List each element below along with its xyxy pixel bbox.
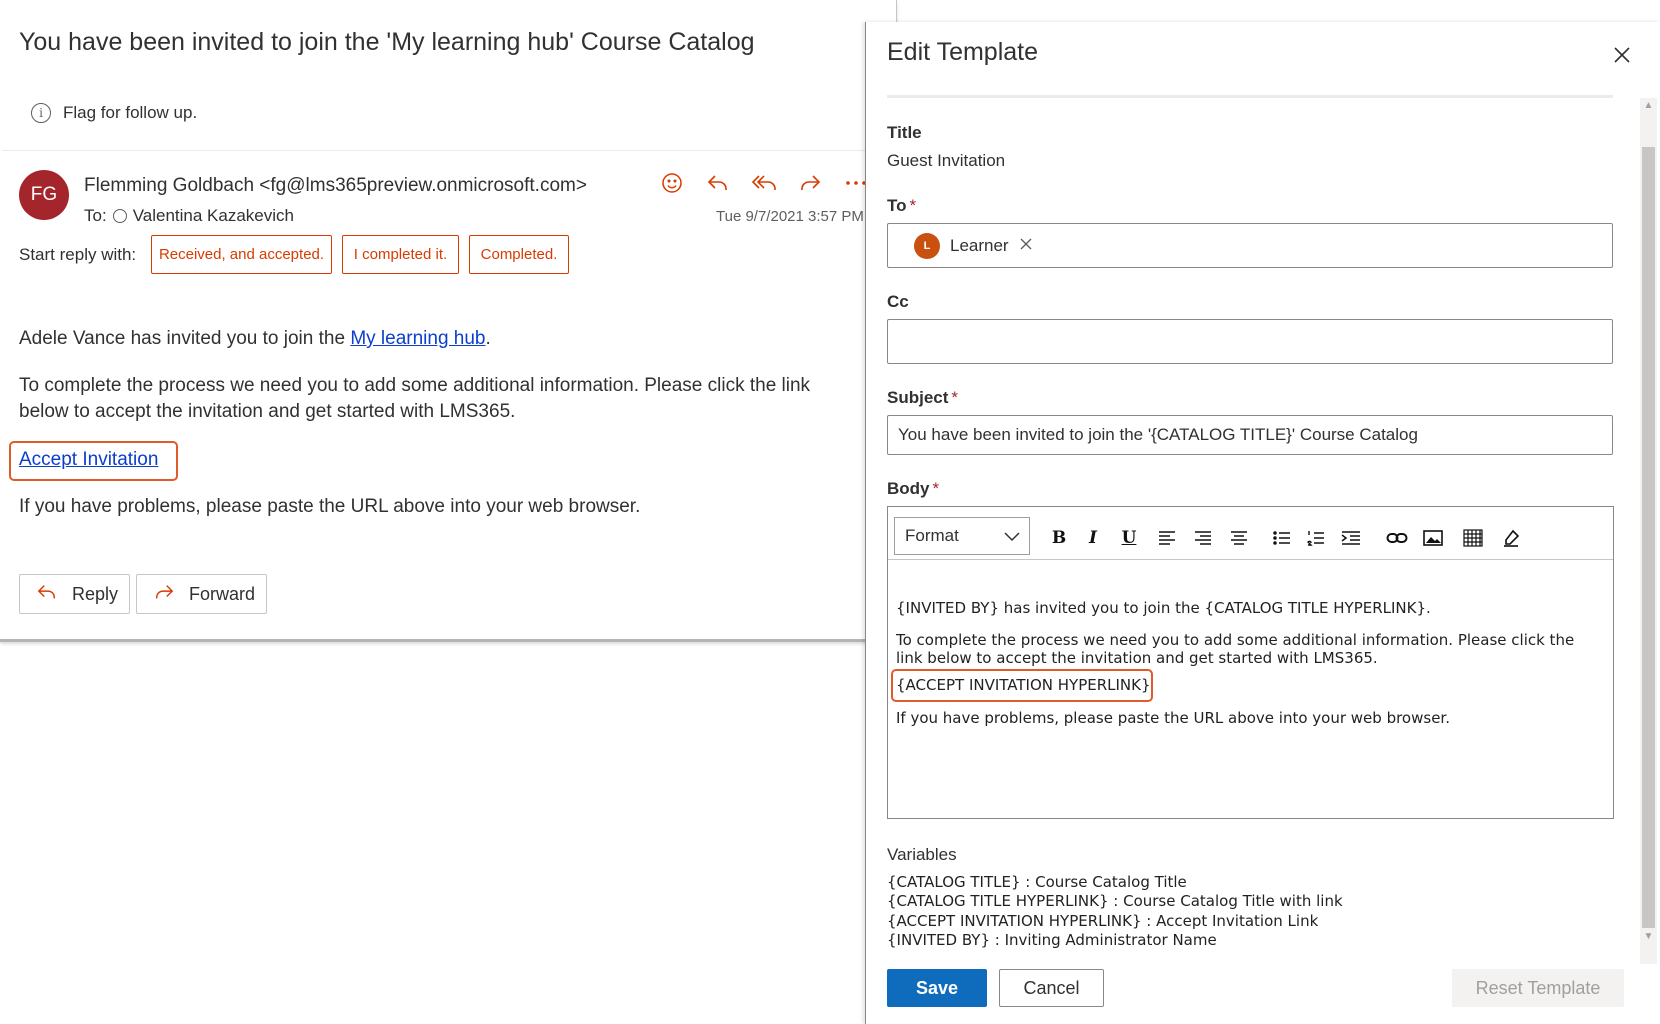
email-subject-title: You have been invited to join the 'My learning hub' Course Catalog <box>19 28 755 56</box>
cc-label: Cc <box>887 292 909 311</box>
body-text: . <box>485 328 491 349</box>
reply-icon <box>36 582 58 607</box>
sender-name[interactable]: Flemming Goldbach <fg@lms365preview.onmicrosoft.com> <box>84 175 587 196</box>
forward-icon[interactable] <box>794 170 826 196</box>
close-icon[interactable] <box>1609 42 1635 68</box>
scroll-up-icon[interactable]: ▲ <box>1643 100 1654 111</box>
numbered-list-icon[interactable] <box>1303 527 1329 549</box>
forward-label: Forward <box>189 583 256 604</box>
body-label-text: Body <box>887 479 930 498</box>
forward-icon <box>153 582 175 607</box>
image-icon[interactable] <box>1420 527 1446 549</box>
bold-icon[interactable]: B <box>1051 528 1067 548</box>
body-editor[interactable] <box>887 506 1614 819</box>
suggested-reply-button[interactable]: I completed it. <box>342 235 459 274</box>
body-text: Adele Vance has invited you to join the <box>19 328 351 349</box>
email-reading-pane <box>0 0 897 642</box>
message-actions <box>656 170 872 196</box>
cc-field[interactable] <box>887 319 1613 364</box>
table-icon[interactable] <box>1460 527 1486 549</box>
subject-field <box>887 415 1613 455</box>
chip-avatar: L <box>914 233 940 259</box>
scrollbar-thumb[interactable] <box>1642 147 1655 928</box>
variable-item: {ACCEPT INVITATION HYPERLINK} : Accept Invitation Link <box>887 912 1319 930</box>
reset-template-button[interactable]: Reset Template <box>1452 969 1624 1007</box>
required-mark: * <box>951 388 959 407</box>
body-paragraph-line: below to accept the invitation and get started with LMS365. <box>19 401 516 422</box>
recipient-name[interactable]: Valentina Kazakevich <box>132 206 294 225</box>
clear-format-icon[interactable] <box>1498 527 1524 549</box>
accept-invitation-link[interactable]: Accept Invitation <box>19 449 159 470</box>
required-mark: * <box>932 479 940 498</box>
required-mark: * <box>909 196 917 215</box>
editor-line: If you have problems, please paste the URL above into your web browser. <box>896 709 1450 727</box>
cancel-button[interactable]: Cancel <box>999 969 1104 1007</box>
reply-button[interactable] <box>19 574 130 614</box>
variables-label: Variables <box>887 845 957 864</box>
my-learning-hub-link[interactable]: My learning hub <box>350 328 486 349</box>
edit-template-panel <box>865 22 1660 1024</box>
editor-toolbar <box>888 507 1613 560</box>
subject-input[interactable] <box>888 416 1612 454</box>
sent-date: Tue 9/7/2021 3:57 PM <box>716 208 864 225</box>
save-button[interactable]: Save <box>887 969 987 1007</box>
variable-item: {CATALOG TITLE} : Course Catalog Title <box>887 873 1187 891</box>
flag-row[interactable] <box>31 103 197 123</box>
to-label <box>887 196 916 216</box>
flag-text: Flag for follow up. <box>63 103 198 122</box>
body-paragraph-line: To complete the process we need you to add some additional information. Please click the link <box>19 375 811 396</box>
presence-icon <box>113 209 127 223</box>
subject-label-text: Subject <box>887 388 949 407</box>
format-dropdown[interactable] <box>894 517 1030 555</box>
to-row <box>84 206 294 226</box>
divider <box>2 150 894 151</box>
chevron-down-icon <box>1003 528 1021 548</box>
accept-invitation-variable: {ACCEPT INVITATION HYPERLINK} <box>896 676 1151 694</box>
recipient-chip[interactable] <box>914 232 1033 260</box>
underline-icon[interactable]: U <box>1121 528 1137 548</box>
forward-button[interactable] <box>136 574 267 614</box>
variable-item: {CATALOG TITLE HYPERLINK} : Course Catalog Title with link <box>887 892 1343 910</box>
title-label: Title <box>887 123 922 142</box>
reply-label: Reply <box>72 583 119 604</box>
editor-line: {INVITED BY} has invited you to join the {CATALOG TITLE HYPERLINK}. <box>896 599 1431 617</box>
italic-icon[interactable]: I <box>1089 528 1097 548</box>
align-center-icon[interactable] <box>1226 527 1252 549</box>
panel-title: Edit Template <box>887 38 1039 66</box>
sender-avatar[interactable]: FG <box>19 170 69 220</box>
start-reply-label: Start reply with: <box>19 245 137 264</box>
suggested-reply-button[interactable]: Completed. <box>469 235 569 274</box>
chip-label: Learner <box>950 236 1009 255</box>
bullet-list-icon[interactable] <box>1269 527 1295 549</box>
align-left-icon[interactable] <box>1154 527 1180 549</box>
variable-item: {INVITED BY} : Inviting Administrator Name <box>887 931 1217 949</box>
editor-line: To complete the process we need you to add some additional information. Please click the <box>896 631 1575 649</box>
body-invite-line <box>19 326 491 352</box>
reply-all-icon[interactable] <box>748 170 780 196</box>
to-label-text: To <box>887 196 907 215</box>
align-right-icon[interactable] <box>1190 527 1216 549</box>
smiley-icon[interactable] <box>656 170 688 196</box>
body-label <box>887 479 939 499</box>
scroll-down-icon[interactable]: ▼ <box>1643 931 1654 942</box>
to-label: To: <box>84 206 107 225</box>
title-value: Guest Invitation <box>887 151 1006 170</box>
format-label: Format <box>905 526 959 545</box>
info-icon: i <box>31 103 51 123</box>
body-problems-line: If you have problems, please paste the URL above into your web browser. <box>19 496 641 517</box>
indent-icon[interactable] <box>1338 527 1364 549</box>
suggested-reply-button[interactable]: Received, and accepted. <box>151 235 332 274</box>
remove-chip-icon[interactable] <box>1019 236 1033 256</box>
to-field[interactable] <box>887 223 1613 268</box>
editor-line: link below to accept the invitation and get started with LMS365. <box>896 649 1378 667</box>
reply-icon[interactable] <box>702 170 734 196</box>
link-icon[interactable] <box>1384 527 1410 549</box>
divider <box>887 95 1613 98</box>
subject-label <box>887 388 958 408</box>
